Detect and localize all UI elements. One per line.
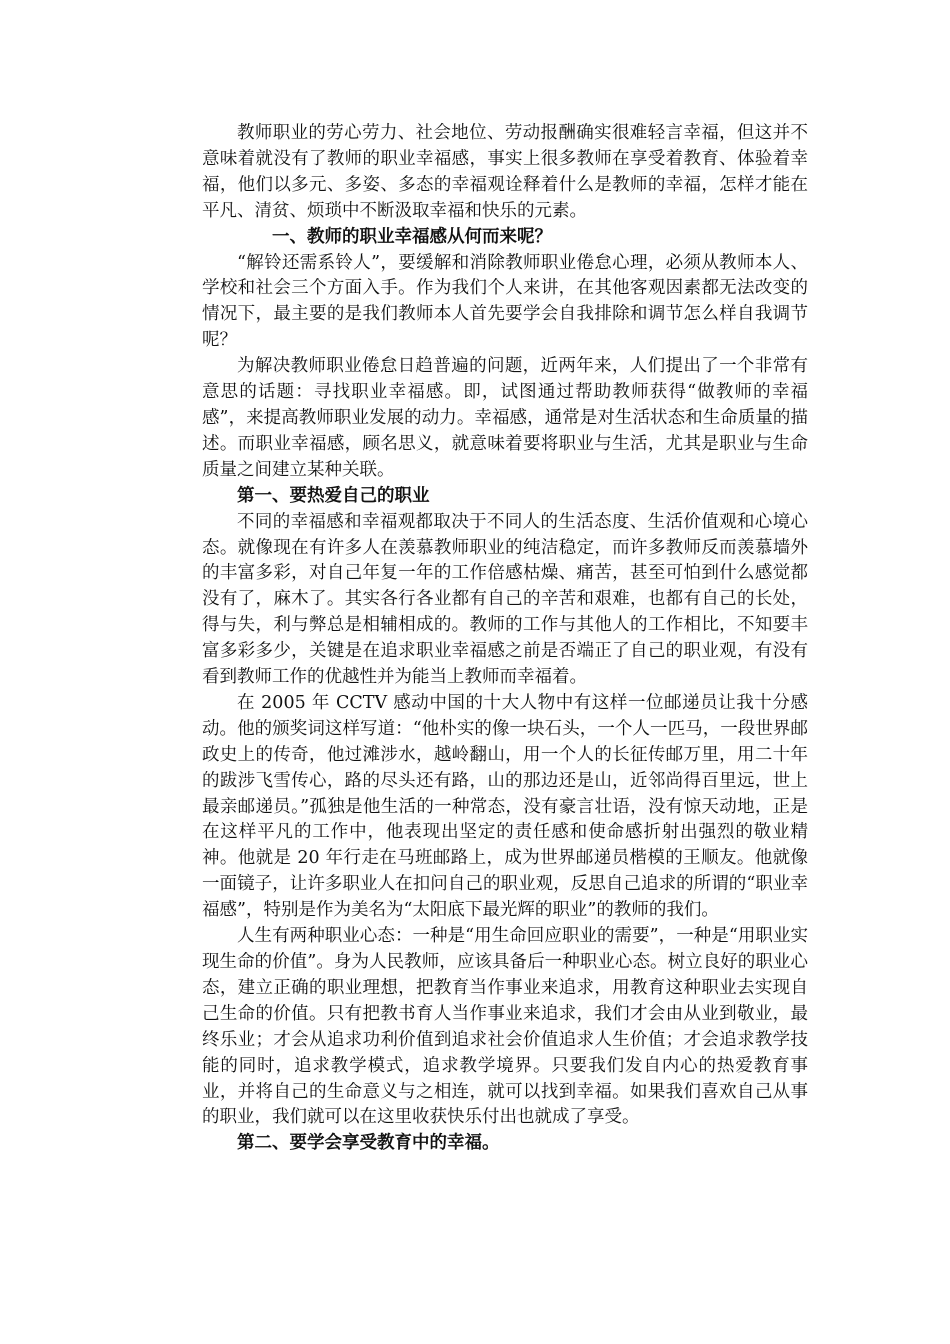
section-heading-1: 一、教师的职业幸福感从何而来呢？ — [272, 226, 552, 247]
paragraph-postman-story: 在 2005 年 CCTV 感动中国的十大人物中有这样一位邮递员让我十分感动。他的颁奖词这样写道：“他朴实的像一块石头，一个人一匹马，一段世界邮政史上的传奇，他过滩涉水，越岭翻山，用一个人的长征传邮万里，用二十年的跋涉飞雪传心，路的尽头还有路，山的那边还是山，近邻尚得百里远，世上最亲邮递员。”孤独是他生活的一种常态，没有豪言壮语，没有惊天动地，正是在这样平凡的工作中，他表现出坚定的责任感和使命感折射出强烈的敬业精神。他就是 20 年行走在马班邮路上，成为世界邮递员楷模的王顺友。他就像一面镜子，让许多职业人在扣问自己的职业观，反思自己追求的所谓的“职业幸福感”，特别是作为美名为“太阳底下最光辉的职业”的教师的我们。 — [202, 692, 808, 921]
paragraph-career-mindset: 人生有两种职业心态：一种是“用生命回应职业的需要”，一种是“用职业实现生命的价值”。身为人民教师，应该具备后一种职业心态。树立良好的职业心态，建立正确的职业理想，把教育当作事业来追求，用教育这种职业去实现自己生命的价值。只有把教书育人当作事业来追求，我们才会由从业到敬业，最终乐业；才会从追求功利价值到追求社会价值追求人生价值；才会追求教学技能的同时，追求教学模式，追求教学境界。只要我们发自内心的热爱教育事业，并将自己的生命意义与之相连，就可以找到幸福。如果我们喜欢自己从事的职业，我们就可以在这里收获快乐付出也就成了享受。 — [202, 926, 808, 1128]
paragraph-self-adjust: “解铃还需系铃人”，要缓解和消除教师职业倦怠心理，必须从教师本人、学校和社会三个方面入手。作为我们个人来讲，在其他客观因素都无法改变的情况下，最主要的是我们教师本人首先要学会自我排除和调节怎么样自我调节呢？ — [202, 252, 808, 351]
subheading-love-career: 第一、要热爱自己的职业 — [237, 485, 430, 506]
paragraph-happiness-topic: 为解决教师职业倦怠日趋普遍的问题，近两年来，人们提出了一个非常有意思的话题：寻找职业幸福感。即，试图通过帮助教师获得“做教师的幸福感”，来提高教师职业发展的动力。幸福感，通常是对生活状态和生命质量的描述。而职业幸福感，顾名思义，就意味着要将职业与生活，尤其是职业与生命质量之间建立某种关联。 — [202, 356, 808, 480]
subheading-enjoy-education: 第二、要学会享受教育中的幸福。 — [237, 1133, 500, 1154]
paragraph-attitudes: 不同的幸福感和幸福观都取决于不同人的生活态度、生活价值观和心境心态。就像现在有许多人在羡慕教师职业的纯洁稳定，而许多教师反而羡慕墙外的丰富多彩，对自己年复一年的工作倍感枯燥、痛苦，甚至可怕到什么感觉都没有了，麻木了。其实各行各业都有自己的辛苦和艰难，也都有自己的长处，得与失，利与弊总是相辅相成的。教师的工作与其他人的工作相比，不知要丰富多彩多少，关键是在追求职业幸福感之前是否端正了自己的职业观，有没有看到教师工作的优越性并为能当上教师而幸福着。 — [202, 511, 808, 688]
paragraph-intro: 教师职业的劳心劳力、社会地位、劳动报酬确实很难轻言幸福，但这并不意味着就没有了教师的职业幸福感，事实上很多教师在享受着教育、体验着幸福，他们以多元、多姿、多态的幸福观诠释着什么是教师的幸福，怎样才能在平凡、清贫、烦琐中不断汲取幸福和快乐的元素。 — [202, 123, 808, 221]
document-body — [202, 121, 808, 1157]
